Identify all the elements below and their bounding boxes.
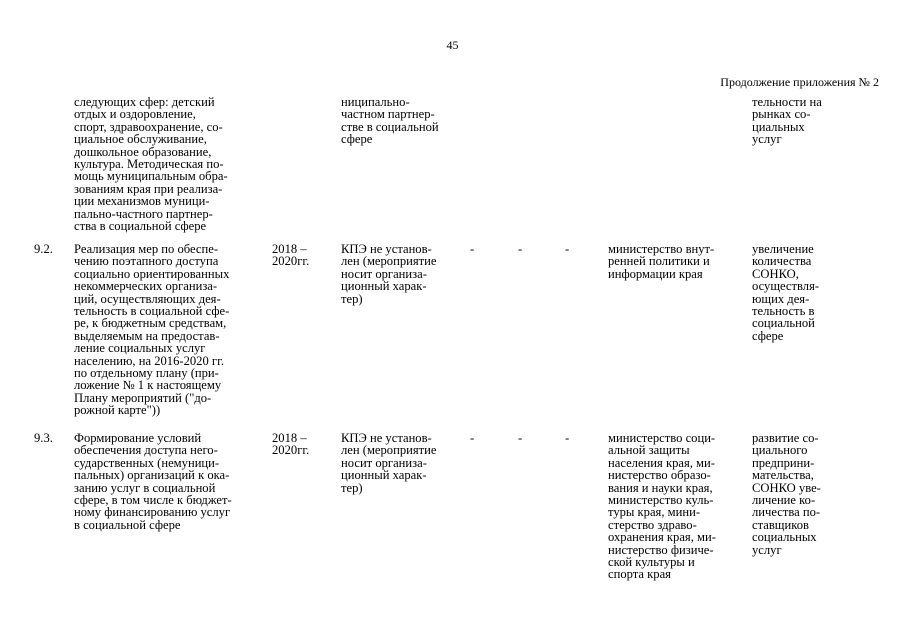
row-value-dash: - [470,431,475,445]
carryover-indicator: ниципально- частном партнер- стве в социальной сфере [341,95,439,147]
row-result: увеличение количества СОНКО, осуществля- ющих дея- тельность в социальной сфере [752,242,820,343]
row-executor: министерство внут- ренней политики и информации края [608,242,715,281]
row-value-dash: - [518,242,523,256]
row-term: 2018 – 2020гг. [272,242,310,269]
row-description: Реализация мер по обеспе- чению поэтапного доступа социально ориентированных некоммерческих организа- ций, осуществляющих дея- тельность в социальной сфе- ре, к бюджетным средствам, выделяемым на предостав- ление социальных услуг населению, на 2016-2020 гг. по отдельному плану (при- ложение № 1 к настоящему Плану мероприятий ("до- рожной карте")) [74,242,230,418]
row-number: 9.2. [34,242,53,256]
continuation-note: Продолжение приложения № 2 [720,75,879,89]
page-number: 45 [446,38,459,52]
row-term: 2018 – 2020гг. [272,431,310,458]
row-executor: министерство соци- альной защиты населения края, ми- нистерство образо- вания и науки края, министерство куль- туры края, мини- стерство здраво- охранения края, ми- нистерство физиче- ской культуры и спорта края [608,431,716,582]
row-number: 9.3. [34,431,53,445]
row-value-dash: - [518,431,523,445]
carryover-description: следующих сфер: детский отдых и оздоровление, спорт, здравоохранение, со- циальное обслуживание, дошкольное образование, культура. Методическая по- мощь муниципальным обра- зованиям края при реализа- ции механизмов муници- пально-частного партнер- ства в социальной сфере [74,95,228,234]
row-value-dash: - [470,242,475,256]
row-indicator: КПЭ не установ- лен (мероприятие носит организа- ционный харак- тер) [341,431,437,495]
row-description: Формирование условий обеспечения доступа него- сударственных (немуници- пальных) организаций к ока- занию услуг в социальной сфере, в том числе к бюджет- ному финансированию услуг в социальной сфере [74,431,232,532]
row-result: развитие со- циального предприни- мательства, СОНКО уве- личение ко- личества по- ставщиков социальных услуг [752,431,821,557]
row-indicator: КПЭ не установ- лен (мероприятие носит организа- ционный харак- тер) [341,242,437,306]
row-value-dash: - [565,431,570,445]
row-value-dash: - [565,242,570,256]
carryover-result: тельности на рынках со- циальных услуг [752,95,822,147]
